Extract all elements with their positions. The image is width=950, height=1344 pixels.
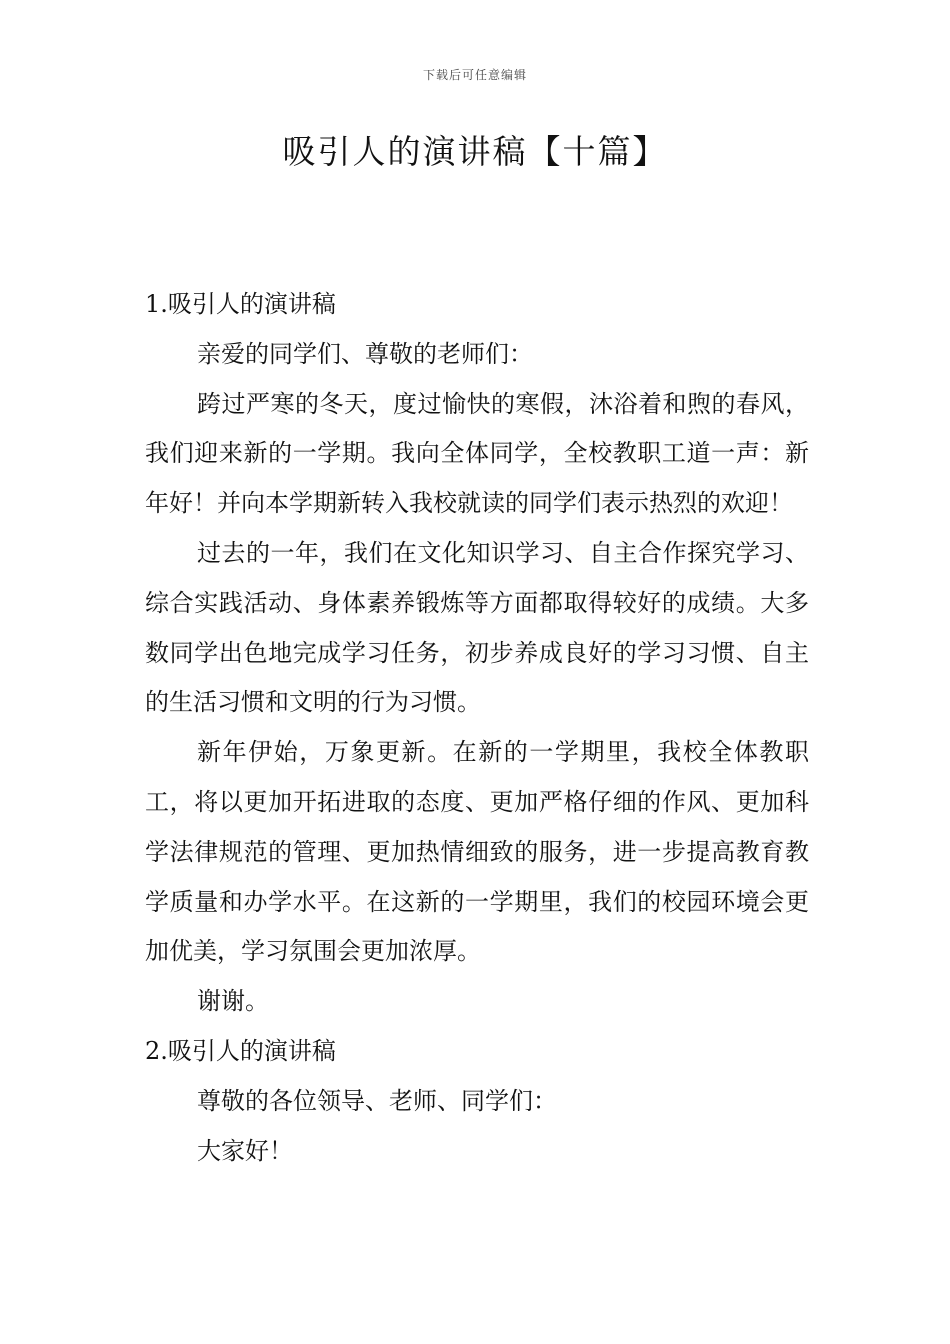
paragraph: 亲爱的同学们、尊敬的老师们： [197, 339, 533, 368]
paragraph: 过去的一年，我们在文化知识学习、自主合作探究学习、综合实践活动、身体素养锻炼等方面都取得较好的成绩。大多数同学出色地完成学习任务，初步养成良好的学习习惯、自主的生活习惯和文明的行为习惯。 [145, 538, 809, 717]
header-note: 下载后可任意编辑 [422, 68, 527, 82]
paragraph: 尊敬的各位领导、老师、同学们： [197, 1086, 557, 1115]
paragraph: 大家好！ [197, 1136, 293, 1165]
paragraph: 谢谢。 [197, 987, 269, 1016]
section-heading: 1.吸引人的演讲稿 [145, 290, 336, 318]
section-heading: 2.吸引人的演讲稿 [145, 1036, 336, 1065]
document-title: 吸引人的演讲稿【十篇】 [282, 132, 668, 171]
paragraph: 新年伊始，万象更新。在新的一学期里，我校全体教职工，将以更加开拓进取的态度、更加严格仔细的作风、更加科学法律规范的管理、更加热情细致的服务，进一步提高教育教学质量和办学水平。在这新的一学期里，我们的校园环境会更加优美，学习氛围会更加浓厚。 [145, 738, 809, 966]
paragraph: 跨过严寒的冬天，度过愉快的寒假，沐浴着和煦的春风，我们迎来新的一学期。我向全体同学，全校教职工道一声：新年好！并向本学期新转入我校就读的同学们表示热烈的欢迎！ [145, 389, 809, 518]
document-body [145, 280, 809, 1176]
